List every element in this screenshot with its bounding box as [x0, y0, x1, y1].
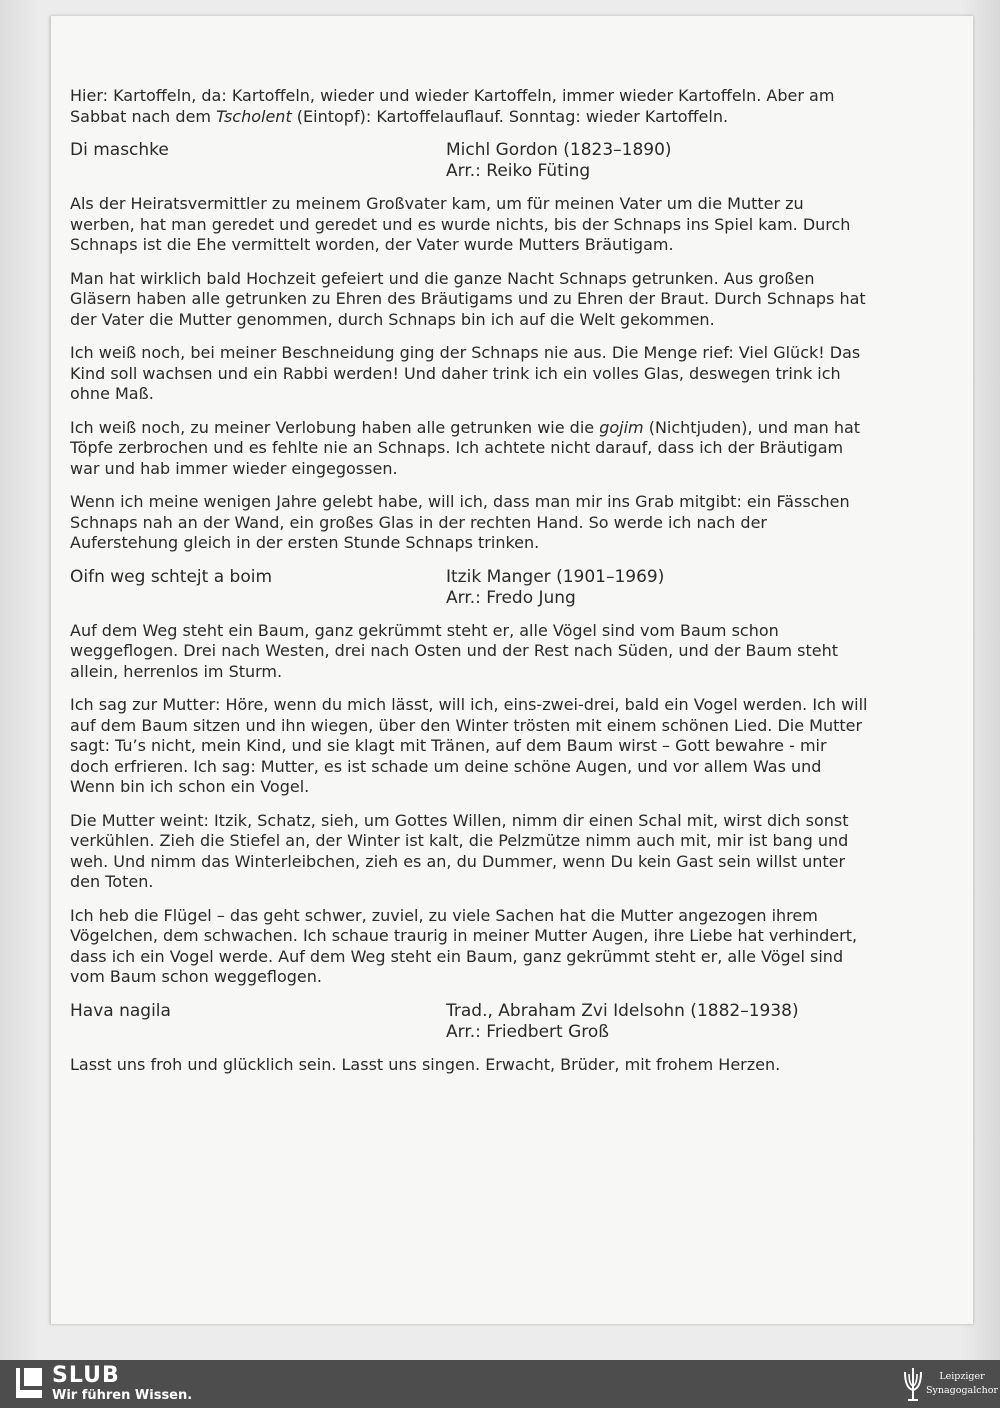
song-paragraph: Auf dem Weg steht ein Baum, ganz gekrümmt steht er, alle Vögel sind vom Baum schon weggeflogen. Drei nach Westen, drei nach Osten und der Rest nach Süden, und der Baum steht allein, herrenlos im Sturm.	[70, 620, 838, 681]
song-title: Di maschke	[70, 140, 169, 160]
choir-name	[924, 1370, 1000, 1398]
song-title: Oifn weg schtejt a boim	[70, 566, 273, 587]
song-paragraph: Lasst uns froh und glücklich sein. Lasst uns singen. Erwacht, Brüder, mit frohem Herzen.	[70, 1054, 781, 1074]
menorah-icon	[902, 1364, 924, 1404]
song-arranger: Arr.: Friedbert Groß	[446, 1021, 609, 1042]
library-name[interactable]: SLUB	[52, 1363, 120, 1388]
song-arranger: Arr.: Fredo Jung	[446, 587, 576, 608]
song-paragraph: Wenn ich meine wenigen Jahre gelebt habe, will ich, dass man mir ins Grab mitgibt: ein Fässchen Schnaps nah an der Wand, ein großes Glas in der rechten Hand. So werde ich nach der Auferstehung gleich in der ersten Stunde Schnaps trinken.	[70, 492, 850, 552]
footer-bar	[0, 1360, 1000, 1408]
song-paragraph: Ich sag zur Mutter: Höre, wenn du mich lässt, will ich, eins-zwei-drei, bald ein Vogel werden. Ich will auf dem Baum sitzen und ihn wiegen, über den Winter trösten mit einem schönen Lied. Die Mutter sagt: Tu’s nicht, mein Kind, und sie klagt mit Tränen, auf dem Baum wirst – Gott bewahre - mir doch erfrieren. Ich sag: Mutter, es ist schade um deine schöne Augen, und vor allem Was und Wenn bin ich schon ein Vogel.	[70, 695, 868, 796]
song-paragraph: Ich heb die Flügel – das geht schwer, zuviel, zu viele Sachen hat die Mutter angezogen ihrem Vögelchen, dem schwachen. Ich schaue traurig in meiner Mutter Augen, ihre Liebe hat verhindert, dass ich ein Vogel werde. Auf dem Weg steht ein Baum, ganz gekrümmt steht er, alle Vögel sind vom Baum schon weggeflogen.	[70, 905, 858, 986]
song-paragraph: Ich weiß noch, zu meiner Verlobung haben alle getrunken wie die gojim (Nichtjuden), und man hat Töpfe zerbrochen und es fehlte nie an Schnaps. Ich achtete nicht darauf, dass ich der Bräutigam war und hab immer wieder eingegossen.	[70, 417, 861, 478]
song-credits	[446, 140, 870, 182]
song-title: Hava nagila	[70, 1000, 171, 1021]
song-paragraph: Die Mutter weint: Itzik, Schatz, sieh, um Gottes Willen, nimm dir einen Schal mit, wirst dich sonst verkühlen. Zieh die Stiefel an, der Winter ist kalt, die Pelzmütze nimm auch mit, mir ist bang und weh. Und nimm das Winterleibchen, zieh es an, du Dummer, wenn Du kein Gast sein willst unter den Toten.	[70, 810, 849, 891]
song-paragraph: Ich weiß noch, bei meiner Beschneidung ging der Schnaps nie aus. Die Menge rief: Viel Glück! Das Kind soll wachsen und ein Rabbi werden! Und daher trink ich ein volles Glas, deswegen trink ich ohne Maß.	[70, 343, 861, 403]
song-author: Michl Gordon (1823–1890)	[446, 140, 672, 160]
library-tagline: Wir führen Wissen.	[52, 1388, 193, 1403]
choir-line-2: Synagogalchor	[926, 1385, 998, 1396]
song-heading	[70, 567, 870, 609]
choir-line-1: Leipziger	[939, 1371, 985, 1382]
song-paragraph: Man hat wirklich bald Hochzeit gefeiert und die ganze Nacht Schnaps getrunken. Aus großen Gläsern haben alle getrunken zu Ehren des Bräutigams und zu Ehren der Braut. Durch Schnaps hat der Vater die Mutter genommen, durch Schnaps bin ich auf die Welt gekommen.	[70, 268, 866, 329]
song-author: Itzik Manger (1901–1969)	[446, 566, 665, 587]
slub-logo-icon[interactable]	[14, 1366, 44, 1400]
song-credits	[446, 567, 870, 609]
document-text	[70, 86, 870, 1088]
song-heading	[70, 140, 870, 182]
song-credits	[446, 1001, 870, 1043]
song-heading	[70, 1001, 870, 1043]
intro-paragraph: Hier: Kartoffeln, da: Kartoffeln, wieder und wieder Kartoffeln, immer wieder Kartoffeln. Aber am Sabbat nach dem Tscholent (Eintopf): Kartoffelauflauf. Sonntag: wieder Kartoffeln.	[70, 86, 835, 126]
song-author: Trad., Abraham Zvi Idelsohn (1882–1938)	[446, 1000, 799, 1021]
song-paragraph: Als der Heiratsvermittler zu meinem Großvater kam, um für meinen Vater um die Mutter zu werben, hat man geredet und geredet und es wurde nichts, bis der Schnaps ins Spiel kam. Durch Schnaps ist die Ehe vermittelt worden, der Vater wurde Mutters Bräutigam.	[70, 194, 851, 254]
song-arranger: Arr.: Reiko Füting	[446, 161, 591, 181]
